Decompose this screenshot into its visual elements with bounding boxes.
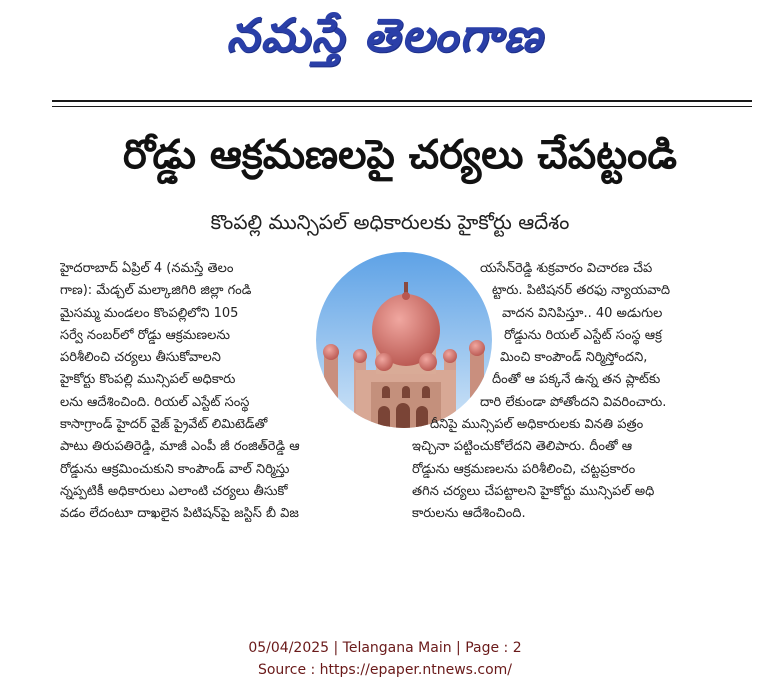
text-line: హైకోర్టు కొంపల్లి మున్సిపల్ అధికారు bbox=[60, 372, 236, 388]
article-right-column bbox=[412, 258, 752, 526]
text-line: న్నప్పటికీ అధికారులు ఎలాంటి చర్యలు తీసుకో bbox=[60, 483, 288, 499]
text-line: కారులను ఆదేశించింది. bbox=[412, 506, 526, 522]
footer-date-page: 05/04/2025 | Telangana Main | Page : 2 bbox=[248, 640, 522, 656]
text-line: యసేన్‌రెడ్డి శుక్రవారం విచారణ చేప bbox=[480, 261, 653, 276]
article-headline: రోడ్డు ఆక్రమణలపై చర్యలు చేపట్టండి bbox=[123, 132, 677, 178]
masthead-title: నమస్తే తెలంగాణ bbox=[226, 8, 544, 62]
text-line: వడం లేదంటూ దాఖలైన పిటిషన్‌పై జస్టిస్ బీ విజ bbox=[60, 506, 299, 522]
text-line: రోడ్డును రియల్ ఎస్టేట్ సంస్థ ఆక్ర bbox=[504, 327, 662, 343]
text-line: సర్వే నంబర్‌లో రోడ్డు ఆక్రమణలను bbox=[60, 327, 230, 343]
text-line: దీనిపై మున్సిపల్ అధికారులకు వినతి పత్రం bbox=[430, 417, 644, 433]
text-line: ఇచ్చినా పట్టించుకోలేదని తెలిపారు. దీంతో ఆ bbox=[412, 439, 633, 455]
text-line: పాటు తిరుపతిరెడ్డి, మాజీ ఎంపీ జీ రంజిత్‌రెడ్డి ఆ bbox=[60, 439, 300, 455]
text-line: హైదరాబాద్ ఏప్రిల్ 4 (నమస్తే తెలం bbox=[60, 261, 234, 276]
text-line: మైసమ్మ మండలం కొంపల్లిలోని 105 bbox=[60, 305, 239, 321]
text-line: రోడ్డును ఆక్రమణలను పరిశీలించి, చట్టప్రకారం bbox=[412, 461, 636, 477]
text-line: రోడ్డును ఆక్రమించుకుని కాంపౌండ్ వాల్ నిర్మిస్తు bbox=[60, 461, 290, 477]
text-line: ట్టారు. పిటిషనర్ తరఫు న్యాయవాది bbox=[492, 283, 671, 299]
article-left-column bbox=[60, 258, 320, 526]
text-line: మించి కాంపౌండ్ నిర్మిస్తోందని, bbox=[500, 350, 648, 366]
top-rule bbox=[52, 100, 752, 102]
text-line: కాసాగ్రాండ్ హైదర్ వైజ్ ప్రైవేట్ లిమిటెడ్‌తో bbox=[60, 417, 268, 433]
text-line: దారి లేకుండా పోతోందని వివరించారు. bbox=[480, 394, 667, 410]
text-line: వాదన వినిపిస్తూ.. 40 అడుగుల bbox=[502, 305, 663, 321]
text-line: లను ఆదేశించింది. రియల్ ఎస్టేట్ సంస్థ bbox=[60, 394, 250, 410]
article-subheadline: కొంపల్లి మున్సిపల్ అధికారులకు హైకోర్టు ఆదేశం bbox=[210, 210, 570, 234]
footer-source: Source : https://epaper.ntnews.com/ bbox=[257, 662, 513, 678]
text-line: గాణ): మేడ్చల్ మల్కాజిగిరి జిల్లా గండి bbox=[60, 283, 252, 299]
text-line: పరిశీలించి చర్యలు తీసుకోవాలని bbox=[60, 350, 221, 366]
text-line: తగిన చర్యలు చేపట్టాలని హైకోర్టు మున్సిపల్ అధి bbox=[412, 483, 655, 499]
text-line: దీంతో ఆ పక్కనే ఉన్న తన ప్లాట్‌కు bbox=[492, 372, 661, 388]
top-rule-thin bbox=[52, 106, 752, 107]
